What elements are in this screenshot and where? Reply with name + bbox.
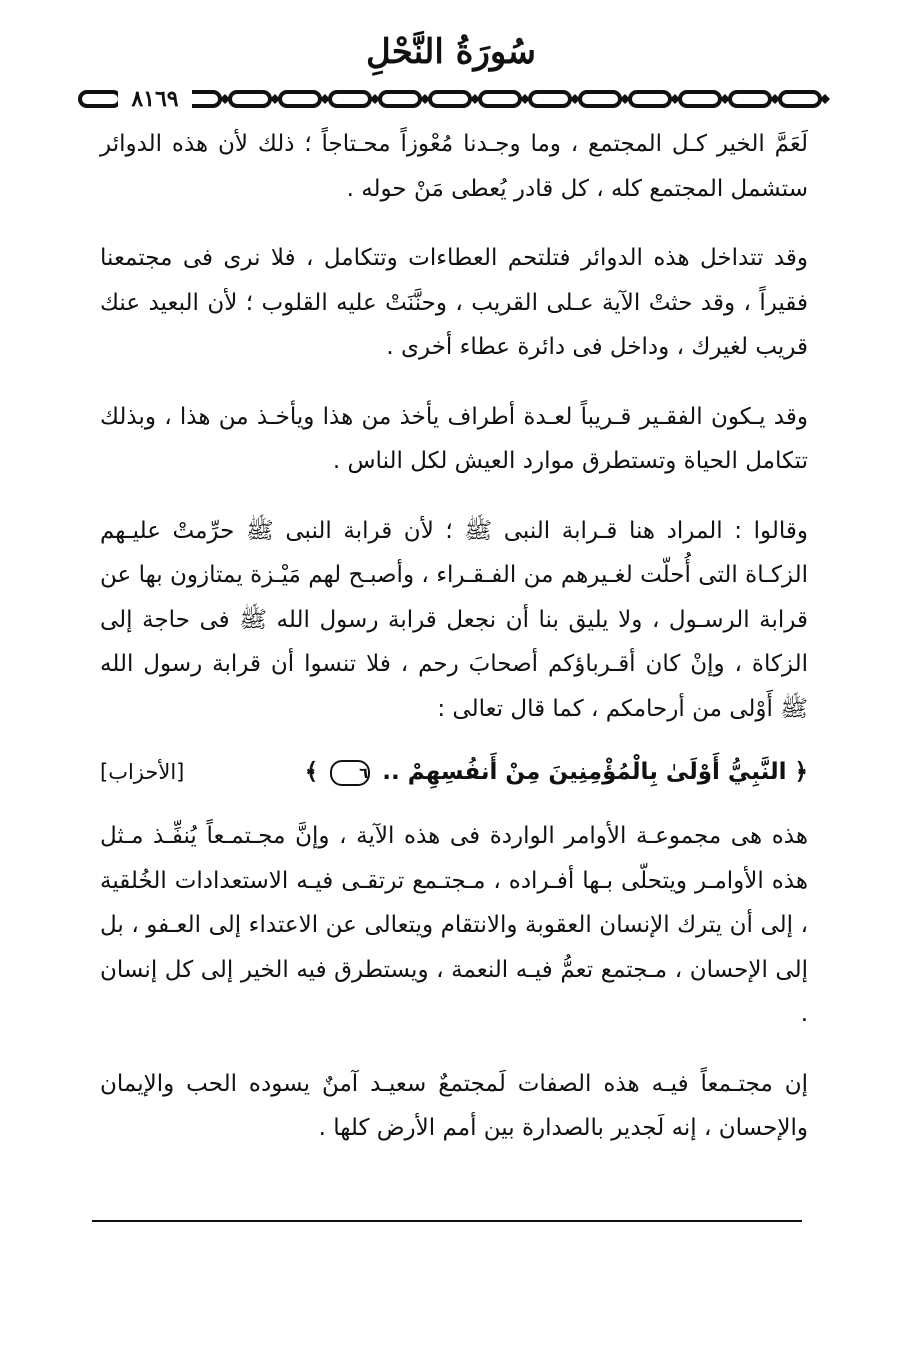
footer-divider — [92, 1220, 802, 1222]
paragraph-1: لَعَمَّ الخير كـل المجتمع ، وما وجـدنا مُعْوزاً محـتاجاً ؛ ذلك لأن هذه الدوائر ستشمل المجتمع كله ، كل قادر يُعطى مَنْ حوله . — [100, 131, 808, 202]
verse-open-bracket: ﴿ — [794, 759, 808, 785]
paragraph-6: إن مجتـمعاً فيـه هذه الصفات لَمجتمعٌ سعيـد آمنٌ يسوده الحب والإيمان والإحسان ، إنه لَجدير بالصدارة بين أمم الأرض كلها . — [100, 1070, 808, 1141]
page-number: ٨١٦٩ — [118, 84, 192, 114]
page-body — [100, 122, 808, 1176]
chain-link-icon — [780, 92, 820, 106]
verse-close-bracket: ﴾ — [304, 759, 319, 785]
chain-link-icon — [80, 92, 120, 106]
chain-link-icon — [430, 92, 470, 106]
decorative-border — [78, 84, 840, 114]
chain-link-icon — [680, 92, 720, 106]
chain-link-icon — [530, 92, 570, 106]
chain-border-icon — [78, 84, 840, 114]
diamond-icon — [820, 94, 830, 104]
paragraph-3: وقد يـكون الفقـير قـريباً لعـدة أطراف يأخذ من هذا ويأخـذ من هذا ، وبذلك تتكامل الحياة وتستطرق موارد العيش لكل الناس . — [100, 403, 808, 474]
surah-title: سُورَةُ النَّحْلِ — [366, 32, 536, 72]
verse-source: [الأحزاب] — [100, 760, 185, 784]
quran-verse — [100, 750, 808, 794]
chain-link-icon — [580, 92, 620, 106]
chain-link-icon — [730, 92, 770, 106]
paragraph-2: وقد تتداخل هذه الدوائر فتلتحم العطاءات وتتكامل ، فلا نرى فى مجتمعنا فقيراً ، وقد حثتْ الآية عـلى القريب ، وحنَّنَتْ عليه القلوب ؛ لأن البعيد عنك قريب لغيرك ، وداخل فى دائرة عطاء أخرى . — [100, 245, 808, 360]
paragraph-4: وقالوا : المراد هنا قـرابة النبى ﷺ ؛ لأن قرابة النبى ﷺ حرِّمتْ عليـهم الزكـاة التى أُحلّت لغـيرهم من الفـقـراء ، وأصبـح لهم مَيْـزة يمتازون بها عن قرابة الرسـول ، ولا يليق بنا أن نجعل قرابة رسول الله ﷺ فى حاجة إلى الزكاة ، وإنْ كان أقـرباؤكم أصحابَ رحم ، فلا تنسوا أن قرابة رسول الله ﷺ أَوْلى من أرحامكم ، كما قال تعالى : — [100, 517, 808, 722]
verse-number-badge: ٦ — [330, 760, 370, 786]
chain-link-icon — [380, 92, 420, 106]
verse-text: النَّبِيُّ أَوْلَىٰ بِالْمُؤْمِنِينَ مِنْ أَنفُسِهِمْ .. — [382, 759, 787, 785]
paragraph-5: هذه هى مجموعـة الأوامر الواردة فى هذه الآية ، وإنَّ مجـتمـعاً يُنفِّـذ مـثل هذه الأوامـر ويتحلّى بـها أفـراده ، مـجتـمع ترتقـى فيـه الاستعدادات الخُلقية ، إلى أن يترك الإنسان العقوبة والانتقام ويتعالى عن الاعتداء إلى العـفو ، بل إلى الإحسان ، مـجتمع تعمُّ فيـه النعمة ، ويستطرق فيه الخير إلى كل إنسان . — [100, 823, 808, 1027]
chain-link-icon — [480, 92, 520, 106]
chain-link-icon — [280, 92, 320, 106]
verse-text-line — [248, 750, 808, 795]
chain-link-icon — [630, 92, 670, 106]
chain-link-icon — [330, 92, 370, 106]
chain-link-icon — [230, 92, 270, 106]
